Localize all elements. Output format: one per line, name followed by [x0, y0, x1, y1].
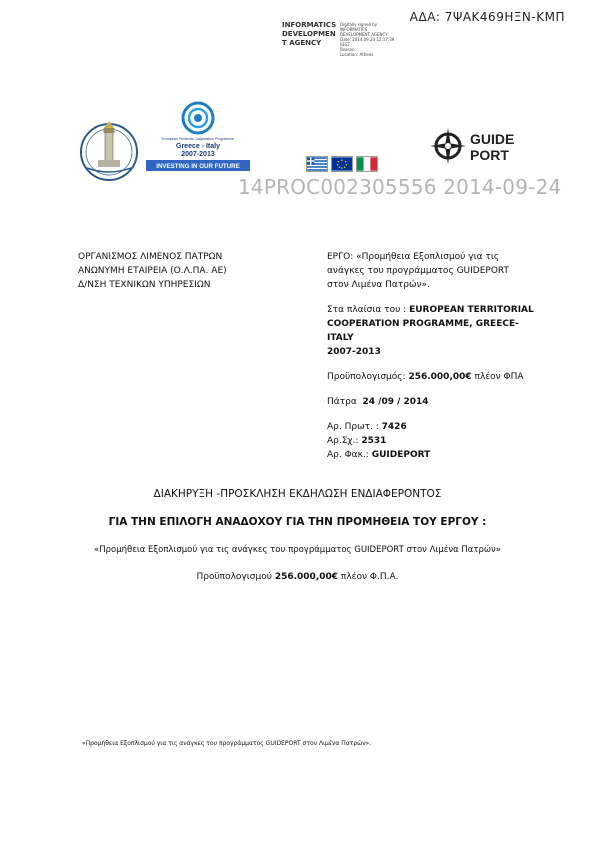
sx-line	[327, 434, 537, 448]
prot-value: 7426	[381, 422, 407, 432]
project-info-block	[327, 250, 537, 462]
fak-line	[327, 448, 537, 462]
gi-line2: Greece - Italy	[176, 143, 220, 150]
budget-suffix: πλέον ΦΠΑ	[474, 372, 524, 382]
stamp-info-line: INFORMATICS	[340, 27, 368, 32]
stamp-info-line: Reason:	[340, 47, 356, 52]
eu-flag-icon	[331, 156, 353, 172]
page-footer: «Προμήθεια Εξοπλισμού για τις ανάγκες του προγράμματος GUIDEPORT στον Λιμένα Πατρών».	[82, 740, 372, 747]
gi-banner: INVESTING IN OUR FUTURE	[156, 163, 240, 170]
document-subtitle: ΓΙΑ ΤΗΝ ΕΠΙΛΟΓΗ ΑΝΑΔΟΧΟΥ ΓΙΑ ΤΗΝ ΠΡΟΜΗΘΕΙΑ ΤΟΥ ΕΡΓΟΥ :	[108, 516, 487, 528]
issuer-line: ΟΡΓΑΝΙΣΜΟΣ ΛΙΜΕΝΟΣ ΠΑΤΡΩΝ	[78, 252, 223, 262]
greece-italy-programme-logo	[140, 98, 256, 178]
signature-stamp-info	[340, 22, 410, 57]
issuer-block	[78, 250, 278, 292]
framework-line3: 2007-2013	[327, 347, 381, 357]
guideport-line2: PORT	[470, 147, 509, 163]
italy-flag-icon	[356, 156, 378, 172]
guideport-line1: GUIDE	[470, 131, 515, 147]
framework-value: EUROPEAN TERRITORIAL	[409, 305, 534, 315]
stamp-info-line: DEVELOPMENT AGENCY	[340, 32, 388, 37]
protocol-watermark: 14PROC002305556 2014-09-24	[238, 175, 562, 199]
date-value: 24 /09 / 2014	[362, 397, 429, 407]
issuer-line: Δ/ΝΣΗ ΤΕΧΝΙΚΩΝ ΥΠΗΡΕΣΙΩΝ	[78, 280, 211, 290]
date-label: Πάτρα	[327, 397, 357, 407]
gi-line3: 2007-2013	[181, 151, 215, 158]
budget-label: Προϋπολογισμός:	[327, 372, 406, 382]
framework-label: Στα πλαίσια του :	[327, 305, 407, 315]
date-line	[327, 395, 537, 409]
issuer-line: ΑΝΩΝΥΜΗ ΕΤΑΙΡΕΙΑ (Ο.Λ.ΠΑ. ΑΕ)	[78, 266, 227, 276]
stamp-info-line: EEST	[340, 42, 351, 47]
sx-label: Αρ.Σχ.:	[327, 436, 359, 446]
stamp-info-line: Location: Athens	[340, 52, 374, 57]
greece-flag-icon	[306, 156, 328, 172]
budget-title-suffix: πλέον Φ.Π.Α.	[340, 572, 399, 582]
budget-title-prefix: Προϋπολογισμού	[196, 572, 272, 582]
project-line: ανάγκες του προγράμματος GUIDEPORT	[327, 266, 510, 276]
stamp-org-line: INFORMATICS	[282, 21, 337, 29]
stamp-info-line: Date: 2014.09.24 12:17:39	[340, 37, 395, 42]
project-line: ΕΡΓΟ: «Προμήθεια Εξοπλισμού για τις	[327, 252, 500, 262]
budget-value: 256.000,00€	[408, 372, 472, 382]
stamp-info-line: Digitally signed by	[340, 22, 378, 27]
fak-label: Αρ. Φακ.:	[327, 450, 369, 460]
sx-value: 2531	[361, 436, 387, 446]
gi-line1: European Territorial Cooperation Programme	[162, 137, 234, 141]
budget-line	[327, 370, 537, 384]
protocol-line	[327, 420, 537, 434]
project-title: «Προμήθεια Εξοπλισμού για τις ανάγκες του προγράμματος GUIDEPORT στον Λιμένα Πατρών»	[94, 545, 501, 555]
budget-title-value: 256.000,00€	[274, 572, 339, 582]
prot-label: Αρ. Πρωτ. :	[327, 422, 379, 432]
framework-line1	[327, 303, 537, 317]
port-authority-logo	[78, 108, 140, 196]
stamp-org-line: T AGENCY	[282, 39, 322, 47]
project-line: στον Λιμένα Πατρών».	[327, 280, 430, 290]
framework-line2: COOPERATION PROGRAMME, GREECE-ITALY	[327, 319, 519, 343]
fak-value: GUIDEPORT	[371, 450, 431, 460]
ada-code: ΑΔΑ: 7ΨΑΚ469ΗΞΝ-ΚΜΠ	[409, 10, 565, 24]
stamp-org-line: DEVELOPMEN	[282, 30, 336, 38]
budget-title	[0, 572, 595, 582]
guideport-logo	[430, 126, 526, 166]
flags-row	[306, 156, 378, 172]
signature-stamp-org	[282, 21, 338, 48]
document-title: ΔΙΑΚΗΡΥΞΗ -ΠΡΟΣΚΛΗΣΗ ΕΚΔΗΛΩΣΗ ΕΝΔΙΑΦΕΡΟΝΤΟΣ	[153, 488, 442, 500]
